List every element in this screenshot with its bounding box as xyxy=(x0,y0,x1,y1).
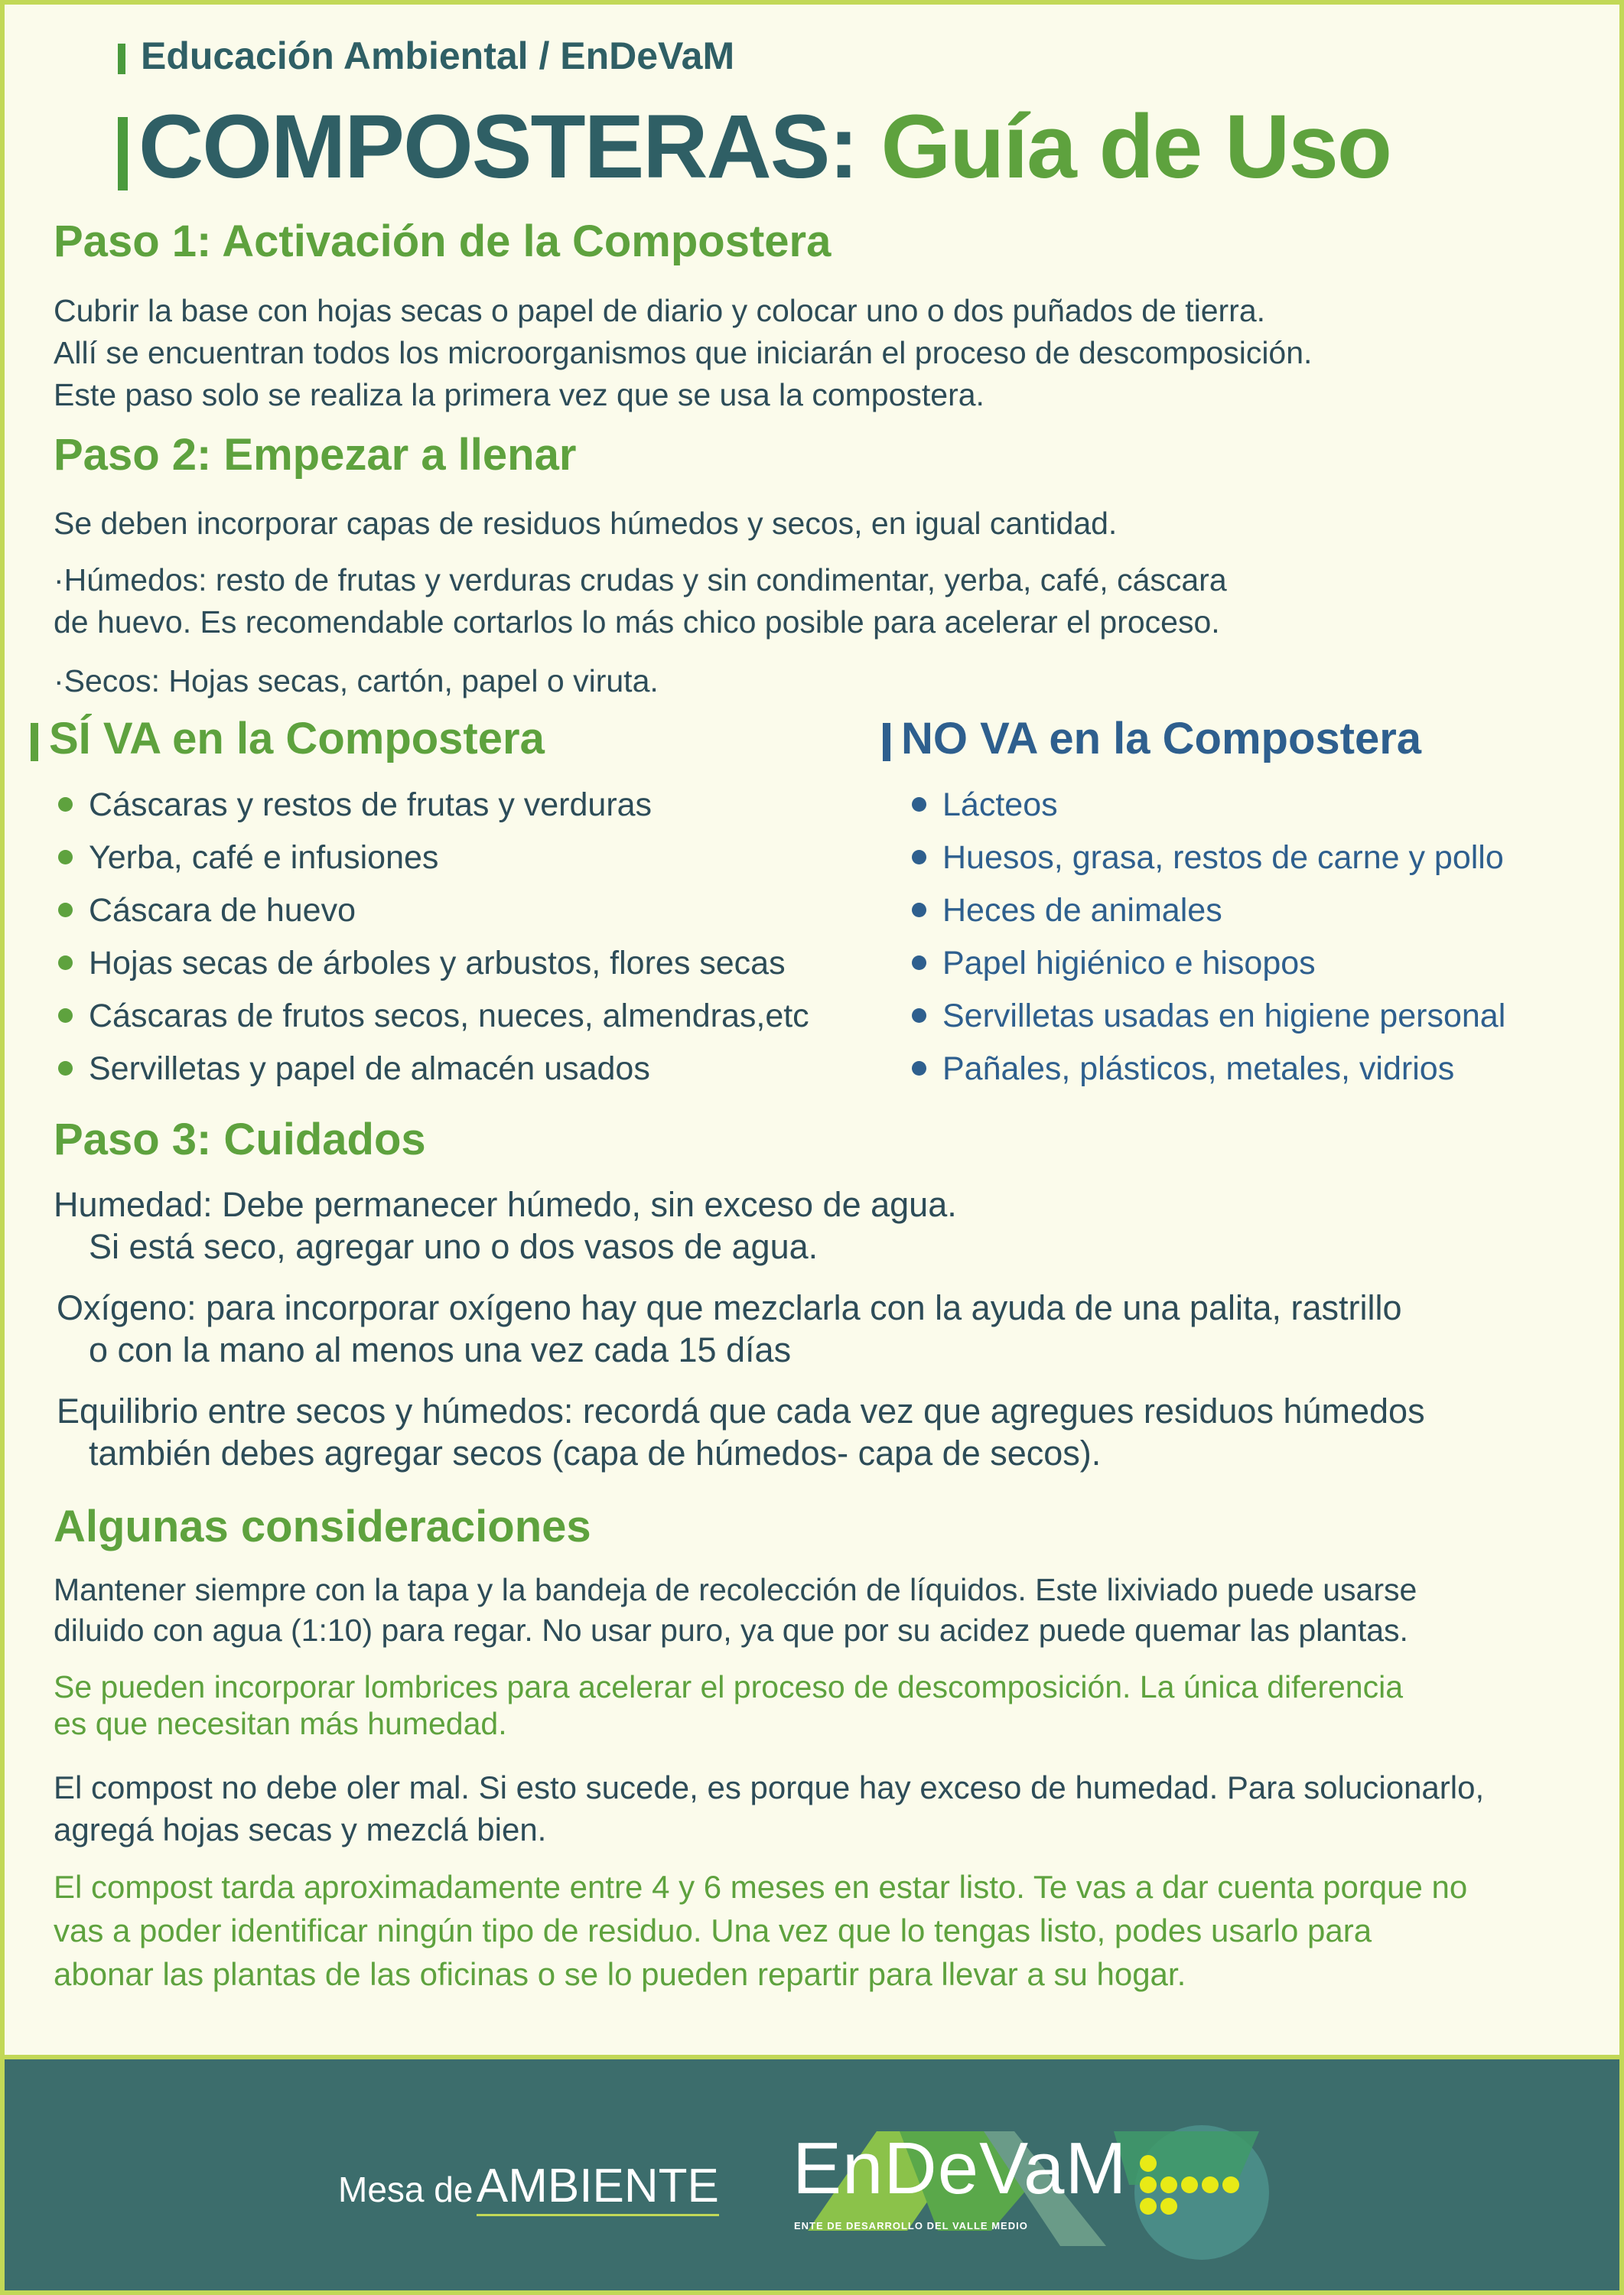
consideraciones-line: El compost no debe oler mal. Si esto sucede, es porque hay exceso de humedad. Para solucionarlo, xyxy=(54,1769,1485,1805)
consideraciones-line: abonar las plantas de las oficinas o se lo pueden repartir para llevar a su hogar. xyxy=(54,1956,1186,1992)
paso3-humedad xyxy=(54,1183,957,1268)
no-va-item: Huesos, grasa, restos de carne y pollo xyxy=(912,832,1505,884)
logo-shape-teal xyxy=(1114,2131,1259,2185)
consideraciones-heading: Algunas consideraciones xyxy=(54,1502,591,1551)
paso1-heading: Paso 1: Activación de la Compostera xyxy=(54,216,832,266)
si-va-item: Yerba, café e infusiones xyxy=(58,832,809,884)
si-va-heading xyxy=(31,713,545,764)
mesa-ambiente xyxy=(338,2159,719,2213)
paso3-humedad-line: Si está seco, agregar uno o dos vasos de agua. xyxy=(89,1227,819,1266)
paso2-humedos xyxy=(54,559,1227,643)
paso2-humedos-line: ·Húmedos: resto de frutas y verduras crudas y sin condimentar, yerba, café, cáscara xyxy=(54,562,1227,597)
consideraciones-line: es que necesitan más humedad. xyxy=(54,1706,507,1741)
paso1-line: Cubrir la base con hojas secas o papel de diario y colocar uno o dos puñados de tierra. xyxy=(54,293,1266,328)
kicker-text: Educación Ambiental / EnDeVaM xyxy=(141,34,735,77)
logo-subtitle: ENTE DE DESARROLLO DEL VALLE MEDIO xyxy=(794,2220,1028,2232)
no-va-heading xyxy=(883,713,1421,764)
paso1-text xyxy=(54,290,1312,416)
no-va-heading-text: NO VA en la Compostera xyxy=(901,714,1422,763)
paso1-line: Allí se encuentran todos los microorganismos que iniciarán el proceso de descomposición. xyxy=(54,335,1313,370)
consideraciones-p2 xyxy=(54,1668,1403,1742)
si-va-item: Cáscara de huevo xyxy=(58,884,809,937)
paso3-humedad-line: Humedad: Debe permanecer húmedo, sin exceso de agua. xyxy=(54,1185,957,1224)
poster xyxy=(5,5,1619,2290)
no-va-item: Papel higiénico e hisopos xyxy=(912,937,1505,990)
no-va-item: Servilletas usadas en higiene personal xyxy=(912,990,1505,1043)
footer xyxy=(5,2055,1619,2290)
si-va-heading-text: SÍ VA en la Compostera xyxy=(49,714,545,763)
paso3-oxigeno-line: o con la mano al menos una vez cada 15 días xyxy=(89,1330,792,1369)
paso3-equilibrio-line: Equilibrio entre secos y húmedos: recordá que cada vez que agregues residuos húmedos xyxy=(57,1392,1425,1431)
consideraciones-p4 xyxy=(54,1865,1467,1996)
paso3-heading: Paso 3: Cuidados xyxy=(54,1115,426,1164)
paso3-oxigeno xyxy=(57,1287,1402,1371)
mesa-prefix: Mesa de xyxy=(338,2170,474,2209)
title-accent: Guía de Uso xyxy=(880,96,1391,197)
si-va-item: Cáscaras y restos de frutas y verduras xyxy=(58,779,809,832)
consideraciones-line: vas a poder identificar ningún tipo de residuo. Una vez que lo tengas listo, podes usarlo para xyxy=(54,1912,1372,1948)
no-va-accent-bar xyxy=(883,723,890,761)
no-va-list xyxy=(912,779,1505,1095)
si-va-item: Cáscaras de frutos secos, nueces, almendras,etc xyxy=(58,990,809,1043)
paso2-secos: ·Secos: Hojas secas, cartón, papel o viruta. xyxy=(54,663,659,698)
si-va-list xyxy=(58,779,809,1095)
logo-wordmark: EnDeVaM xyxy=(792,2127,1128,2209)
title-main: COMPOSTERAS: xyxy=(138,96,858,197)
no-va-item: Pañales, plásticos, metales, vidrios xyxy=(912,1043,1505,1095)
consideraciones-line: Mantener siempre con la tapa y la bandeja de recolección de líquidos. Este lixiviado puede usarse xyxy=(54,1572,1417,1607)
kicker xyxy=(118,34,734,78)
paso3-equilibrio-line: también debes agregar secos (capa de húmedos- capa de secos). xyxy=(89,1434,1102,1473)
consideraciones-p3 xyxy=(54,1766,1484,1851)
consideraciones-line: Se pueden incorporar lombrices para acelerar el proceso de descomposición. La única diferencia xyxy=(54,1669,1404,1704)
kicker-accent-bar xyxy=(118,44,125,74)
mesa-name: AMBIENTE xyxy=(477,2160,719,2216)
si-va-accent-bar xyxy=(31,723,38,761)
consideraciones-line: agregá hojas secas y mezclá bien. xyxy=(54,1812,547,1847)
paso3-equilibrio xyxy=(57,1390,1425,1474)
page-title xyxy=(118,95,1391,199)
consideraciones-line: El compost tarda aproximadamente entre 4 y 6 meses en estar listo. Te vas a dar cuenta porque no xyxy=(54,1869,1468,1905)
si-va-item: Servilletas y papel de almacén usados xyxy=(58,1043,809,1095)
si-va-item: Hojas secas de árboles y arbustos, flores secas xyxy=(58,937,809,990)
no-va-item: Lácteos xyxy=(912,779,1505,832)
title-accent-bar xyxy=(118,117,128,190)
consideraciones-line: diluido con agua (1:10) para regar. No usar puro, ya que por su acidez puede quemar las plantas. xyxy=(54,1613,1408,1648)
paso2-heading: Paso 2: Empezar a llenar xyxy=(54,430,577,480)
no-va-item: Heces de animales xyxy=(912,884,1505,937)
paso2-intro: Se deben incorporar capas de residuos húmedos y secos, en igual cantidad. xyxy=(54,506,1118,541)
paso3-oxigeno-line: Oxígeno: para incorporar oxígeno hay que mezclarla con la ayuda de una palita, rastrillo xyxy=(57,1288,1402,1327)
paso2-humedos-line: de huevo. Es recomendable cortarlos lo más chico posible para acelerar el proceso. xyxy=(54,604,1220,640)
consideraciones-p1 xyxy=(54,1570,1417,1651)
paso1-line: Este paso solo se realiza la primera vez que se usa la compostera. xyxy=(54,377,984,412)
